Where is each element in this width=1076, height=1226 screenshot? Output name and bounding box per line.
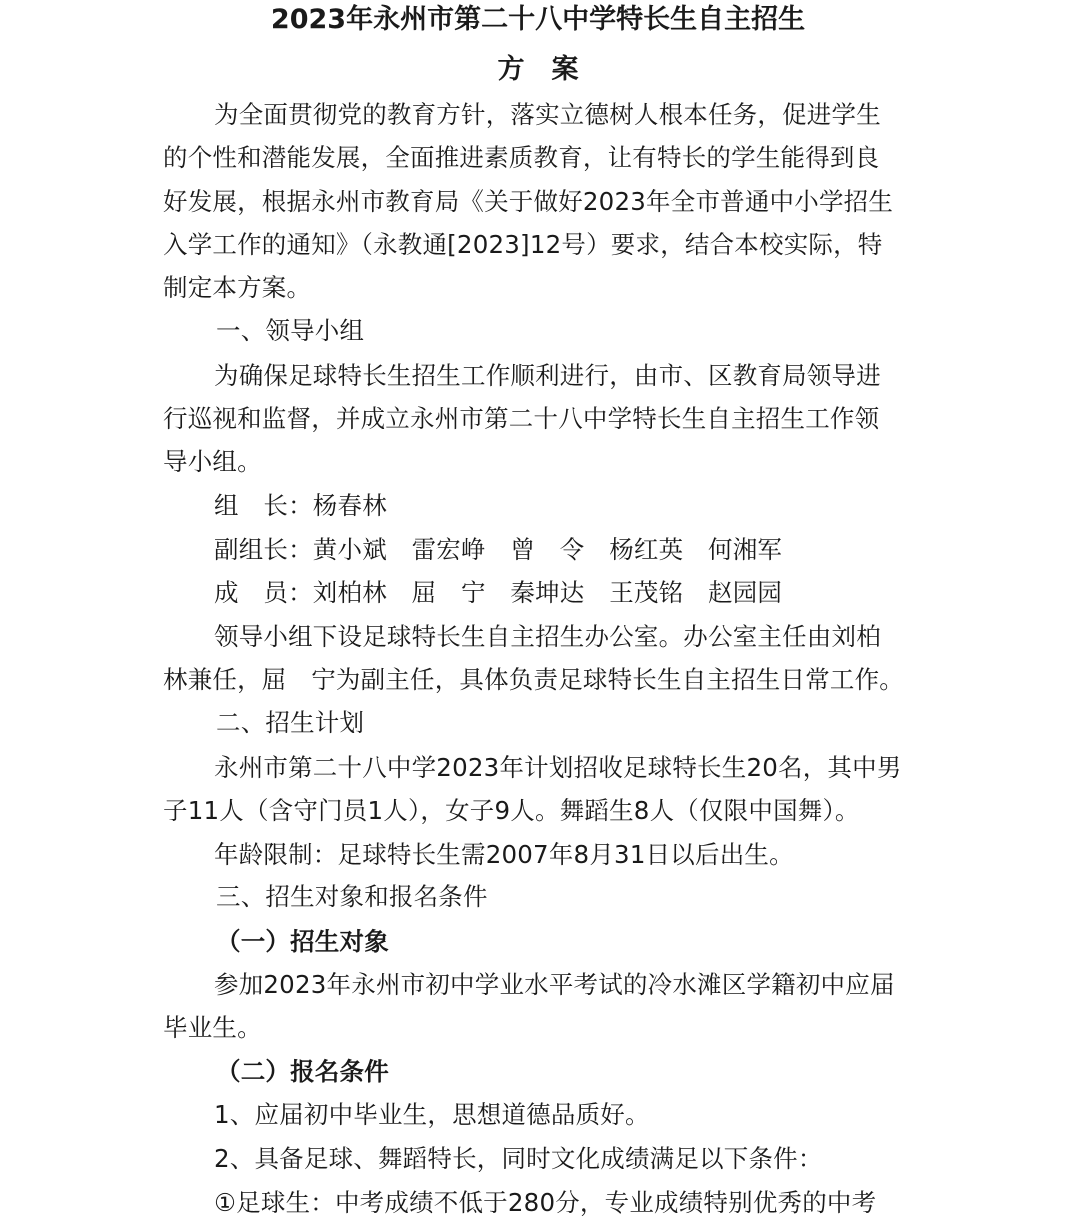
section-heading: 二、招生计划 bbox=[216, 708, 365, 737]
body-paragraph-line: 行巡视和监督，并成立永州市第二十八中学特长生自主招生工作领 bbox=[163, 404, 880, 433]
section-heading: 一、领导小组 bbox=[216, 316, 365, 345]
body-paragraph-line: 为全面贯彻党的教育方针，落实立德树人根本任务，促进学生 bbox=[214, 100, 881, 129]
body-paragraph-line: 参加2023年永州市初中学业水平考试的冷水滩区学籍初中应届 bbox=[214, 970, 895, 999]
section-heading: 三、招生对象和报名条件 bbox=[216, 882, 488, 911]
body-paragraph-line: 好发展，根据永州市教育局《关于做好2023年全市普通中小学招生 bbox=[163, 187, 894, 216]
body-paragraph-line: 为确保足球特长生招生工作顺利进行，由市、区教育局领导进 bbox=[214, 361, 881, 390]
body-paragraph-line: 永州市第二十八中学2023年计划招收足球特长生20名，其中男 bbox=[214, 753, 902, 782]
body-paragraph-line: 领导小组下设足球特长生自主招生办公室。办公室主任由刘柏 bbox=[214, 622, 881, 651]
body-paragraph-line: 年龄限制：足球特长生需2007年8月31日以后出生。 bbox=[214, 840, 794, 869]
subsection-heading: （一）招生对象 bbox=[216, 927, 389, 956]
body-paragraph-line: 毕业生。 bbox=[163, 1013, 262, 1042]
body-paragraph-line: 导小组。 bbox=[163, 447, 262, 476]
document-title: 2023年永州市第二十八中学特长生自主招生 bbox=[270, 4, 806, 35]
member-line: 成 员：刘柏林 屈 宁 秦坤达 王茂铭 赵园园 bbox=[214, 578, 783, 607]
subsection-heading: （二）报名条件 bbox=[216, 1057, 389, 1086]
body-paragraph-line: 制定本方案。 bbox=[163, 273, 312, 302]
list-item: ①足球生：中考成绩不低于280分，专业成绩特别优秀的中考 bbox=[214, 1188, 877, 1217]
body-paragraph-line: 入学工作的通知》（永教通[2023]12号）要求，结合本校实际，特 bbox=[163, 230, 883, 259]
document-subtitle: 方 案 bbox=[497, 54, 579, 85]
member-line: 副组长：黄小斌 雷宏峥 曾 令 杨红英 何湘军 bbox=[214, 535, 783, 564]
body-paragraph-line: 子11人（含守门员1人），女子9人。舞蹈生8人（仅限中国舞）。 bbox=[163, 796, 860, 825]
list-item: 2、具备足球、舞蹈特长，同时文化成绩满足以下条件： bbox=[214, 1144, 823, 1173]
list-item: 1、应届初中毕业生，思想道德品质好。 bbox=[214, 1100, 650, 1129]
body-paragraph-line: 的个性和潜能发展，全面推进素质教育，让有特长的学生能得到良 bbox=[163, 143, 880, 172]
body-paragraph-line: 林兼任，屈 宁为副主任，具体负责足球特长生自主招生日常工作。 bbox=[163, 665, 904, 694]
member-line: 组 长：杨春林 bbox=[214, 491, 387, 520]
